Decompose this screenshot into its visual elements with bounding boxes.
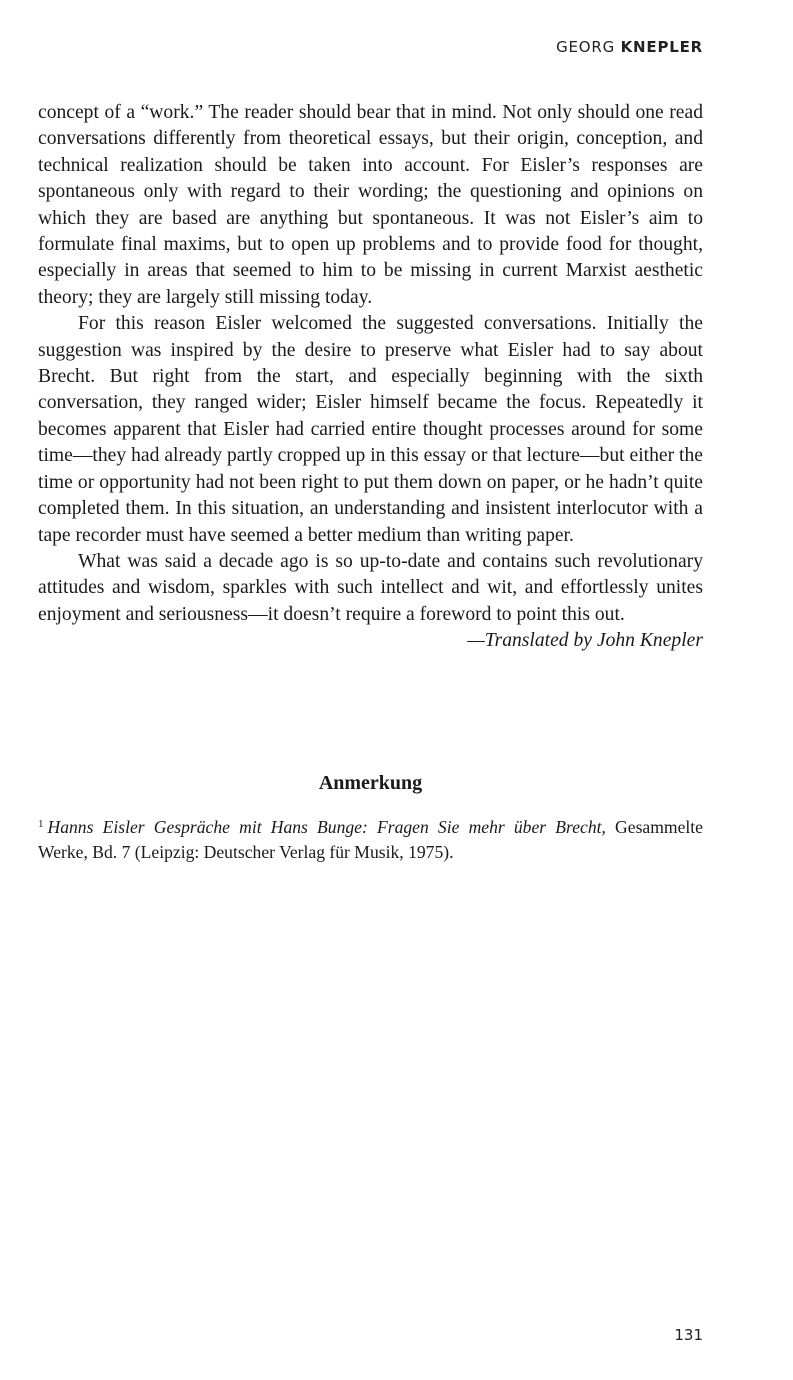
body-text: [38, 100, 703, 655]
running-head: [556, 38, 703, 56]
running-head-surname: KNEPLER: [620, 38, 703, 56]
translator-credit: —Translated by John Knepler: [467, 630, 703, 652]
paragraph-conversations: For this reason Eisler welcomed the suggested conversations. Initially the suggestion was inspired by the desire to preserve what Eisler had to say about Brecht. But right from the start, and especially beginning with the sixth conversation, they ranged wider; Eisler himself became the focus. Repeatedly it becomes apparent that Eisler had carried entire thought processes around for some time—they had already partly cropped up in this essay or that lecture—but either the time or opportunity had not been right to put them down on paper, or he hadn’t quite completed them. In this situation, an understanding and insistent interlocutor with a tape recorder must have seemed a better medium than writing paper.: [38, 313, 703, 546]
notes-heading: Anmerkung: [318, 772, 423, 794]
page-number: 131: [674, 1326, 703, 1344]
footnote-number: 1: [38, 818, 44, 830]
paragraph-conclusion: What was said a decade ago is so up-to-date and contains such revolutionary attitudes and wisdom, sparkles with such intellect and wit, and effortlessly unites enjoyment and seriousness—it doesn’t require a foreword to point this out.: [38, 550, 703, 625]
footnote-title: Hanns Eisler Gespräche mit Hans Bunge: Fragen Sie mehr über Brecht: [47, 817, 602, 837]
running-head-first-name: GEORG: [556, 38, 616, 56]
footnote: [38, 812, 703, 864]
footnote-details: , Gesammelte Werke, Bd. 7 (Leipzig: Deutscher Verlag für Musik, 1975).: [38, 817, 703, 862]
paragraph-continuation: concept of a “work.” The reader should bear that in mind. Not only should one read conversations differently from theoretical essays, but their origin, conception, and technical realization should be taken into account. For Eisler’s responses are spontaneous only with regard to their wording; the questioning and opinions on which they are based are anything but spontaneous. It was not Eisler’s aim to formulate final maxims, but to open up problems and to provide food for thought, especially in areas that seemed to him to be missing in current Marxist aesthetic theory; they are largely still missing today.: [38, 102, 703, 308]
